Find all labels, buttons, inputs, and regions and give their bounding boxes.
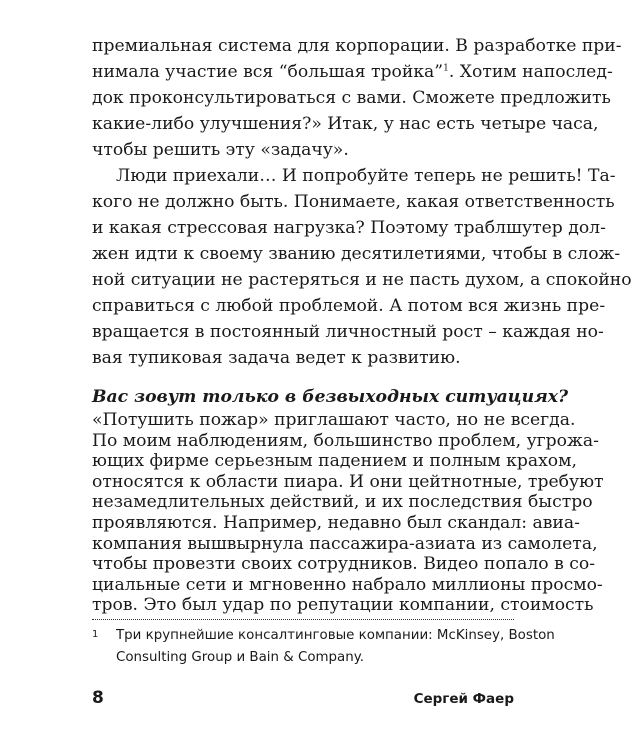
text-line: циальные сети и мгновенно набрало миллионы просмо- bbox=[92, 574, 603, 595]
footnote-line: Consulting Group и Bain & Company. bbox=[116, 650, 365, 665]
text-line: незамедлительных действий, и их последствия быстро bbox=[92, 492, 593, 513]
text-line: относятся к области пиара. И они цейтнотные, требуют bbox=[92, 471, 604, 492]
text-line: ной ситуации не растеряться и не пасть духом, а спокойно bbox=[92, 270, 632, 290]
text-line: «Потушить пожар» приглашают часто, но не всегда. bbox=[92, 410, 576, 430]
footnote-reference[interactable]: 1 bbox=[443, 63, 449, 74]
text-line bbox=[92, 59, 613, 85]
text-fragment: нимала участие вся “большая тройка” bbox=[92, 62, 444, 82]
text-line: проявляются. Например, недавно был скандал: авиа- bbox=[92, 513, 580, 533]
text-line: справиться с любой проблемой. А потом вся жизнь пре- bbox=[92, 296, 606, 316]
running-footer-author: Сергей Фаер bbox=[413, 691, 514, 707]
text-line: Люди приехали… И попробуйте теперь не решить! Та- bbox=[116, 166, 616, 186]
section-heading: Вас зовут только в безвыходных ситуациях? bbox=[92, 387, 569, 407]
text-line: вая тупиковая задача ведет к развитию. bbox=[92, 348, 461, 368]
text-line: док проконсультироваться с вами. Сможете предложить bbox=[92, 88, 611, 108]
footnote-divider bbox=[92, 619, 514, 620]
text-line: премиальная система для корпорации. В разработке при- bbox=[92, 36, 622, 56]
text-line: и какая стрессовая нагрузка? Поэтому траблшутер дол- bbox=[92, 218, 606, 238]
text-line: компания вышвырнула пассажира-азиата из самолета, bbox=[92, 533, 598, 554]
text-line: тров. Это был удар по репутации компании, стоимость bbox=[92, 595, 594, 616]
text-line: чтобы провезти своих сотрудников. Видео попало в со- bbox=[92, 554, 596, 575]
text-line: кого не должно быть. Понимаете, какая ответственность bbox=[92, 192, 615, 212]
text-line: какие-либо улучшения?» Итак, у нас есть четыре часа, bbox=[92, 114, 599, 134]
text-fragment: . Хотим напослед- bbox=[448, 62, 613, 82]
text-line: чтобы решить эту «задачу». bbox=[92, 140, 349, 160]
text-line: вращается в постоянный личностный рост – каждая но- bbox=[92, 322, 604, 342]
text-line: жен идти к своему званию десятилетиями, чтобы в слож- bbox=[92, 244, 621, 264]
text-line: По моим наблюдениям, большинство проблем, угрожа- bbox=[92, 430, 599, 451]
footnote-marker: 1 bbox=[92, 629, 99, 640]
page-number: 8 bbox=[92, 688, 104, 708]
footnote-line: Три крупнейшие консалтинговые компании: McKinsey, Boston bbox=[116, 628, 555, 643]
text-line: ющих фирме серьезным падением и полным крахом, bbox=[92, 451, 577, 472]
